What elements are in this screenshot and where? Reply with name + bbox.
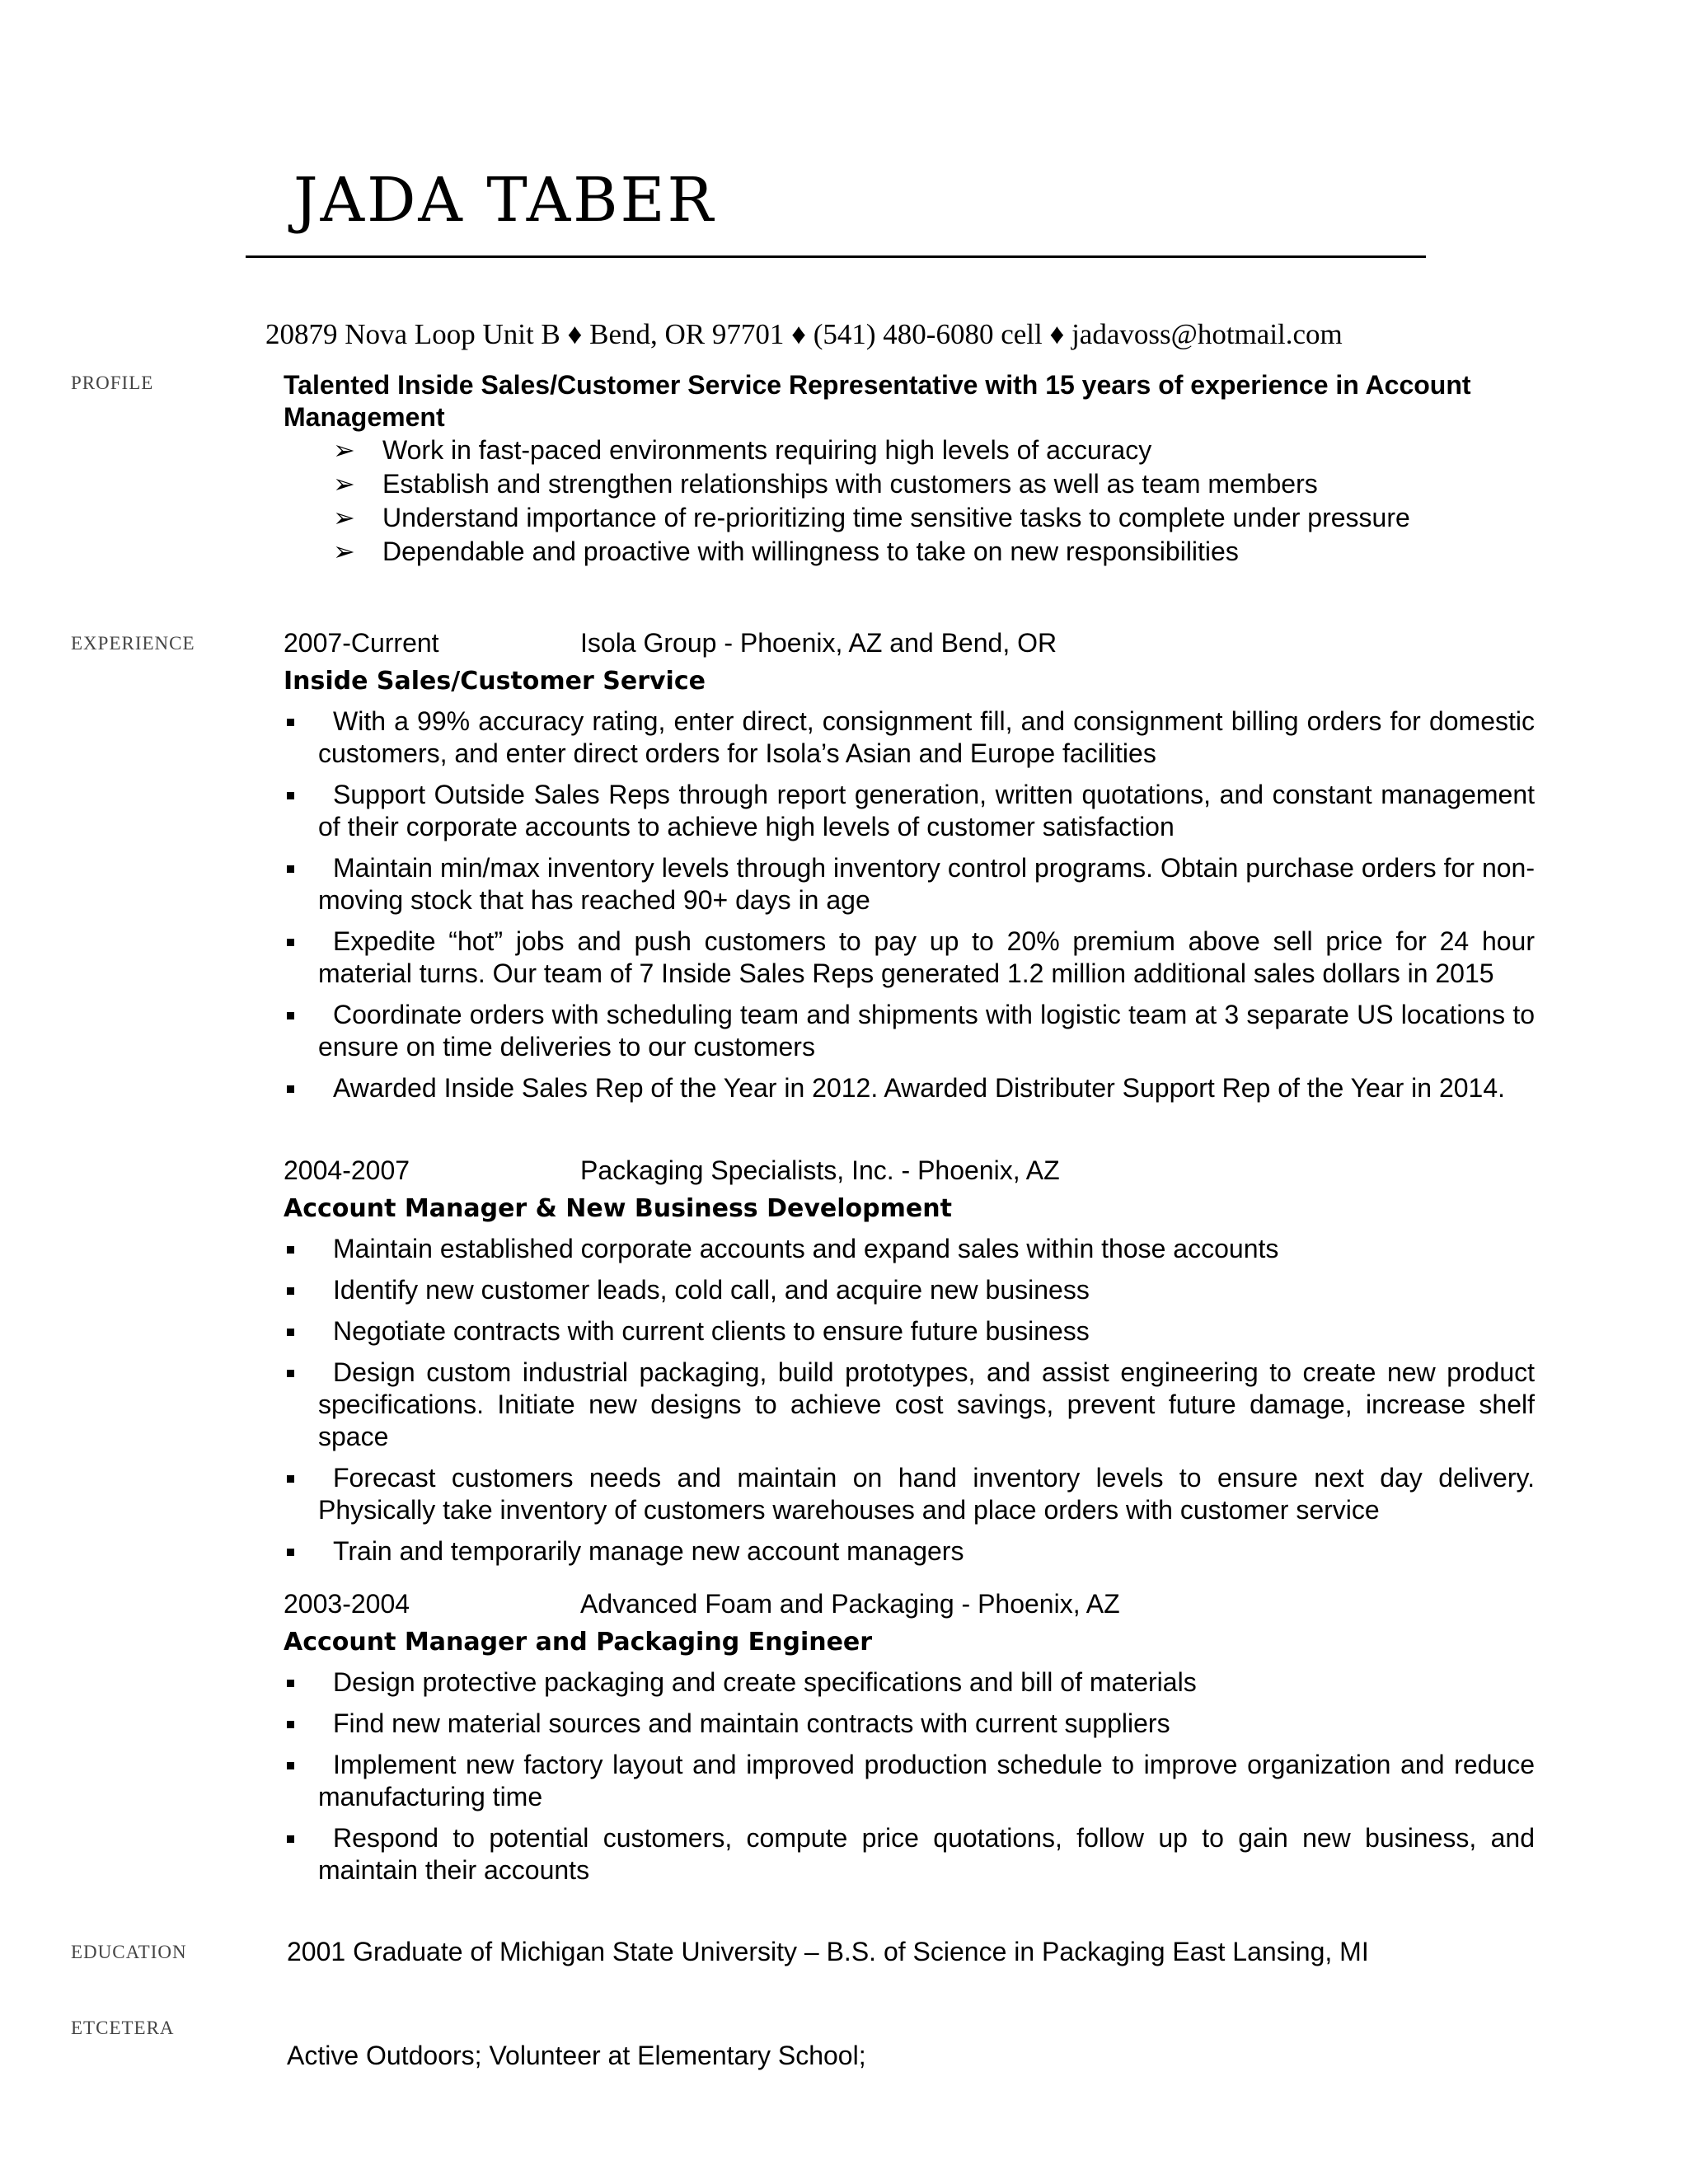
job-bullet-list bbox=[284, 705, 1536, 1104]
list-item: Implement new factory layout and improved production schedule to improve organization and reduce manufacturing time bbox=[284, 1749, 1535, 1813]
job-dates: 2003-2004 bbox=[284, 1589, 410, 1619]
square-bullet-icon bbox=[287, 1762, 294, 1769]
education-entry: 2001 Graduate of Michigan State University – B.S. of Science in Packaging East Lansing, MI bbox=[287, 1937, 1369, 1966]
square-bullet-icon bbox=[287, 792, 294, 799]
section-label-etcetera: etcetera bbox=[71, 2011, 175, 2041]
contact-line: 20879 Nova Loop Unit B ♦ Bend, OR 97701 ♦ (541) 480-6080 cell ♦ jadavoss@hotmail.com bbox=[265, 318, 1343, 350]
list-item: Respond to potential customers, compute price quotations, follow up to gain new business, and maintain their accounts bbox=[284, 1822, 1535, 1886]
square-bullet-icon bbox=[287, 1835, 294, 1843]
job-company: Isola Group - Phoenix, AZ and Bend, OR bbox=[580, 628, 1057, 658]
square-bullet-icon bbox=[287, 1329, 294, 1336]
header-divider bbox=[246, 255, 1426, 258]
list-item: Maintain min/max inventory levels through inventory control programs. Obtain purchase orders for non-moving stock that has reached 90+ days in age bbox=[284, 852, 1535, 916]
list-item: Awarded Inside Sales Rep of the Year in 2012. Awarded Distributer Support Rep of the Year in 2014. bbox=[284, 1072, 1535, 1104]
job-dates: 2007-Current bbox=[284, 628, 439, 658]
job-dates: 2004-2007 bbox=[284, 1155, 410, 1185]
arrow-bullet-icon: ➢ bbox=[333, 537, 355, 566]
square-bullet-icon bbox=[287, 1721, 294, 1728]
square-bullet-icon bbox=[287, 1370, 294, 1377]
list-item: Forecast customers needs and maintain on hand inventory levels to ensure next day delivery. Physically take inventory of customers warehouses and place orders with customer service bbox=[284, 1462, 1535, 1526]
square-bullet-icon bbox=[287, 1287, 294, 1295]
job-header bbox=[284, 625, 1536, 661]
job-header bbox=[284, 1152, 1536, 1188]
list-item: Design protective packaging and create specifications and bill of materials bbox=[284, 1666, 1535, 1699]
list-item: Design custom industrial packaging, build prototypes, and assist engineering to create new product specifications. Initiate new designs to achieve cost savings, prevent future damage, increase shelf space bbox=[284, 1357, 1535, 1453]
square-bullet-icon bbox=[287, 1085, 294, 1093]
section-label-education: education bbox=[71, 1935, 187, 1965]
job-entry-packaging-specialists bbox=[284, 1152, 1536, 1577]
job-title: Inside Sales/Customer Service bbox=[284, 667, 706, 696]
square-bullet-icon bbox=[287, 865, 294, 873]
square-bullet-icon bbox=[287, 1246, 294, 1254]
job-header bbox=[284, 1586, 1536, 1622]
job-company: Packaging Specialists, Inc. - Phoenix, AZ bbox=[580, 1155, 1060, 1185]
arrow-bullet-icon: ➢ bbox=[333, 435, 355, 465]
list-item: Expedite “hot” jobs and push customers to pay up to 20% premium above sell price for 24 hour material turns. Our team of 7 Inside Sales Reps generated 1.2 million additional sales dollars in 2015 bbox=[284, 926, 1535, 990]
job-title: Account Manager and Packaging Engineer bbox=[284, 1628, 873, 1657]
section-label-profile: profile bbox=[71, 366, 154, 396]
list-item: Negotiate contracts with current clients to ensure future business bbox=[284, 1315, 1535, 1347]
list-item: Maintain established corporate accounts and expand sales within those accounts bbox=[284, 1233, 1535, 1265]
square-bullet-icon bbox=[287, 719, 294, 726]
profile-bullet-list bbox=[333, 434, 1410, 569]
square-bullet-icon bbox=[287, 1475, 294, 1483]
list-item: Identify new customer leads, cold call, and acquire new business bbox=[284, 1274, 1535, 1306]
profile-summary: Talented Inside Sales/Customer Service Representative with 15 years of experience in Account Management bbox=[284, 370, 1471, 432]
list-item: ➢ Understand importance of re-prioritizing time sensitive tasks to complete under pressure bbox=[333, 501, 1410, 535]
job-title: Account Manager & New Business Development bbox=[284, 1194, 952, 1223]
etcetera-entry: Active Outdoors; Volunteer at Elementary School; bbox=[287, 2041, 866, 2070]
square-bullet-icon bbox=[287, 1012, 294, 1019]
list-item: Coordinate orders with scheduling team and shipments with logistic team at 3 separate US locations to ensure on time deliveries to our customers bbox=[284, 999, 1535, 1063]
section-label-experience: experience bbox=[71, 626, 195, 656]
square-bullet-icon bbox=[287, 939, 294, 946]
square-bullet-icon bbox=[287, 1549, 294, 1556]
list-item: ➢ Establish and strengthen relationships with customers as well as team members bbox=[333, 467, 1410, 501]
job-bullet-list bbox=[284, 1233, 1536, 1568]
list-item: Train and temporarily manage new account managers bbox=[284, 1535, 1535, 1568]
candidate-name: JADA TABER bbox=[293, 165, 716, 236]
list-item: ➢ Dependable and proactive with willingness to take on new responsibilities bbox=[333, 535, 1410, 569]
job-company: Advanced Foam and Packaging - Phoenix, AZ bbox=[580, 1589, 1120, 1619]
list-item: ➢ Work in fast-paced environments requiring high levels of accuracy bbox=[333, 434, 1410, 467]
job-bullet-list bbox=[284, 1666, 1536, 1886]
arrow-bullet-icon: ➢ bbox=[333, 469, 355, 499]
list-item: With a 99% accuracy rating, enter direct, consignment fill, and consignment billing orders for domestic customers, and enter direct orders for Isola’s Asian and Europe facilities bbox=[284, 705, 1535, 770]
job-entry-isola bbox=[284, 625, 1536, 1113]
job-entry-advanced-foam bbox=[284, 1586, 1536, 1896]
square-bullet-icon bbox=[287, 1680, 294, 1687]
list-item: Support Outside Sales Reps through report generation, written quotations, and constant management of their corporate accounts to achieve high levels of customer satisfaction bbox=[284, 779, 1535, 843]
arrow-bullet-icon: ➢ bbox=[333, 503, 355, 532]
list-item: Find new material sources and maintain contracts with current suppliers bbox=[284, 1708, 1535, 1740]
